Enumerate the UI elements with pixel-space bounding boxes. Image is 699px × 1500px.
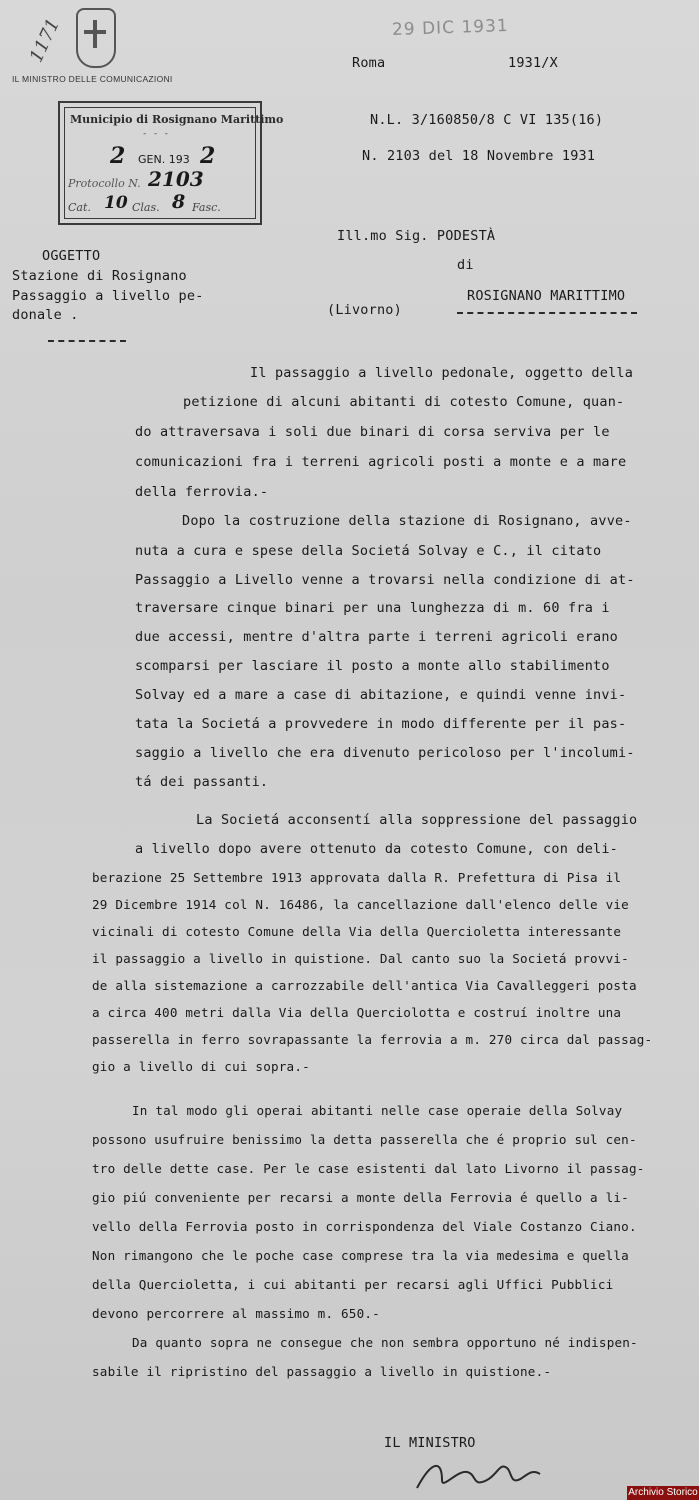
- body-line: petizione di alcuni abitanti di cotesto Comune, quan-: [183, 394, 625, 410]
- stamp-clas-value: 8: [172, 191, 186, 213]
- stamp-cat-value: 10: [104, 193, 128, 213]
- body-line: a livello dopo avere ottenuto da cotesto Comune, con deli-: [135, 841, 619, 857]
- body-line: scomparsi per lasciare il posto a monte allo stabilimento: [135, 658, 610, 674]
- body-line: gio piú conveniente per recarsi a monte della Ferrovia é quello a li-: [92, 1190, 629, 1205]
- stamp-month-year: GEN. 193: [138, 153, 190, 166]
- stamp-year-digit: 2: [200, 143, 216, 169]
- header-number-date: N. 2103 del 18 Novembre 1931: [362, 148, 596, 164]
- body-line: berazione 25 Settembre 1913 approvata dalla R. Prefettura di Pisa il: [92, 870, 622, 885]
- stamp-protocol-label: Protocollo N.: [68, 177, 141, 190]
- stamp-cat-label: Cat.: [68, 201, 91, 214]
- addressee-underline: [457, 312, 637, 314]
- protocol-stamp: Municipio di Rosignano Marittimo - - - 2 GEN. 193 2 Protocollo N. 2103 Cat. 10 Clas. 8 Fasc.: [58, 101, 262, 225]
- body-line: 29 Dicembre 1914 col N. 16486, la cancellazione dall'elenco delle vie: [92, 897, 629, 912]
- body-line: traversare cinque binari per una lunghezza di m. 60 fra i: [135, 600, 610, 616]
- body-line: vello della Ferrovia posto in corrispondenza del Viale Costanzo Ciano.: [92, 1219, 637, 1234]
- addressee-line1: Ill.mo Sig. PODESTÀ: [337, 228, 496, 244]
- header-year: 1931/X: [508, 55, 558, 71]
- body-line: La Societá acconsentí alla soppressione del passaggio: [196, 812, 638, 828]
- body-line: a circa 400 metri dalla Via della Querciolotta e costruí inoltre una: [92, 1005, 622, 1020]
- subject-line1: Stazione di Rosignano: [12, 268, 187, 284]
- stamp-municipality: Municipio di Rosignano Marittimo: [70, 113, 284, 126]
- body-line: Passaggio a Livello venne a trovarsi nella condizione di at-: [135, 572, 635, 588]
- header-reference: N.L. 3/160850/8 C VI 135(16): [370, 112, 604, 128]
- addressee-town: ROSIGNANO MARITTIMO: [467, 288, 626, 304]
- subject-line3: donale .: [12, 307, 79, 323]
- body-line: passerella in ferro sovrapassante la ferrovia a m. 270 circa dal passag-: [92, 1032, 653, 1047]
- body-line: devono percorrere al massimo m. 650.-: [92, 1306, 380, 1321]
- subject-line2: Passaggio a livello pe-: [12, 288, 204, 304]
- body-line: il passaggio a livello in quistione. Dal canto suo la Societá provvi-: [92, 951, 629, 966]
- body-line: saggio a livello che era divenuto pericoloso per l'incolumi-: [135, 745, 635, 761]
- body-line: tá dei passanti.: [135, 774, 269, 790]
- stamp-protocol-number: 2103: [148, 167, 204, 191]
- received-date-stamp: 29 DIC 1931: [391, 15, 510, 41]
- body-line: comunicazioni fra i terreni agricoli posti a monte e a mare: [135, 454, 627, 470]
- body-line: Da quanto sopra ne consegue che non sembra opportuno né indispen-: [132, 1335, 638, 1350]
- signature-title: IL MINISTRO: [384, 1435, 476, 1451]
- body-line: tro delle dette case. Per le case esistenti dal lato Livorno il passag-: [92, 1161, 645, 1176]
- body-line: In tal modo gli operai abitanti nelle case operaie della Solvay: [132, 1103, 623, 1118]
- body-line: nuta a cura e spese della Societá Solvay e C., il citato: [135, 543, 602, 559]
- addressee-line2: di: [457, 257, 474, 273]
- subject-label: OGGETTO: [42, 248, 101, 264]
- body-line: do attraversava i soli due binari di corsa serviva per le: [135, 424, 610, 440]
- handwritten-signature: [412, 1450, 542, 1495]
- body-line: Il passaggio a livello pedonale, oggetto della: [250, 365, 634, 381]
- stamp-day: 2: [110, 143, 126, 169]
- body-line: tata la Societá a provvedere in modo differente per il pas-: [135, 716, 627, 732]
- addressee-province: (Livorno): [327, 302, 402, 318]
- stamp-clas-label: Clas.: [132, 201, 160, 214]
- stamp-fasc-label: Fasc.: [192, 201, 221, 214]
- crest-icon: [76, 8, 116, 68]
- body-line: due accessi, mentre d'altra parte i terreni agricoli erano: [135, 629, 619, 645]
- body-line: de alla sistemazione a carrozzabile dell'antica Via Cavalleggeri posta: [92, 978, 637, 993]
- ministry-letterhead: IL MINISTRO DELLE COMUNICAZIONI: [12, 74, 173, 84]
- body-line: sabile il ripristino del passaggio a livello in quistione.-: [92, 1364, 552, 1379]
- body-line: vicinali di cotesto Comune della Via della Quercioletta interessante: [92, 924, 622, 939]
- header-city: Roma: [352, 55, 386, 71]
- body-line: della ferrovia.-: [135, 484, 269, 500]
- body-line: possono usufruire benissimo la detta passerella che é proprio sul cen-: [92, 1132, 637, 1147]
- archive-watermark: Archivio Storico: [628, 1487, 698, 1498]
- body-line: Non rimangono che le poche case comprese tra la via medesima e quella: [92, 1248, 629, 1263]
- body-line: Solvay ed a mare a case di abitazione, e quindi venne invi-: [135, 687, 627, 703]
- subject-underline: [48, 340, 126, 342]
- handwritten-number: 1171: [25, 15, 65, 66]
- body-line: gio a livello di cui sopra.-: [92, 1059, 310, 1074]
- body-line: Dopo la costruzione della stazione di Rosignano, avve-: [182, 513, 632, 529]
- body-line: della Quercioletta, i cui abitanti per recarsi agli Uffici Pubblici: [92, 1277, 614, 1292]
